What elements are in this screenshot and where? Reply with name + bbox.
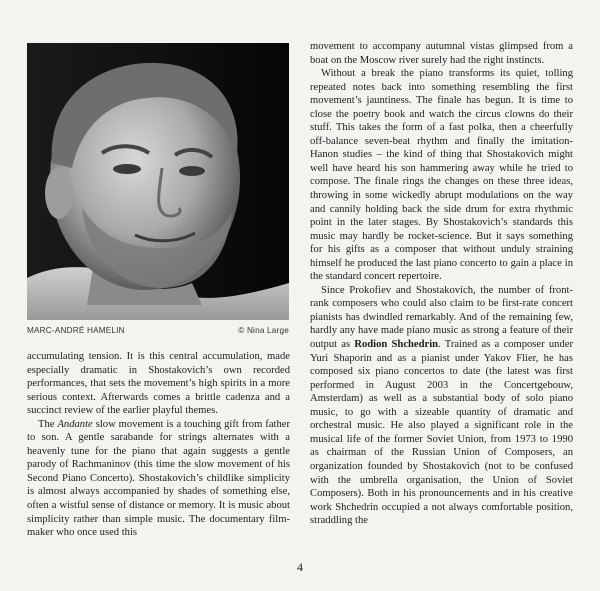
right-column — [310, 40, 573, 528]
right-paragraph-3-start: Since Prokofiev and Shostakovich, the number of front-rank composers who could also claim to be first-rate concert pianists has dwindled remarkably. And of the remaining few, hardly any have made piano music as strong a feature of their output as — [310, 284, 573, 351]
right-paragraph-1: movement to accompany autumnal vistas glimpsed from a boat on the Moscow river surely had the right instincts. — [310, 41, 573, 66]
left-paragraph-2 — [27, 418, 290, 540]
left-column — [27, 350, 290, 540]
left-paragraph-1: accumulating tension. It is this central accumulation, made especially dramatic in Shostakovich’s own recorded performances, that sets the movement’s high spirits in a more serious context. Afterwards comes a brittle cadenza and a succinct review of the earlier playful themes. — [27, 351, 290, 417]
caption-credit: © Nina Large — [238, 326, 289, 335]
andante-italic: Andante — [57, 418, 93, 430]
right-paragraph-3-rest: . Trained as a composer under Yuri Shaporin and as a pianist under Yakov Flier, he has composed six piano concertos to date (the latest was first performed in August 2003 in the Concertgebouw, Amsterdam) as well as a substantial body of solo piano music, to go with a sizeable quantity of dramatic and orchestral music. He also played a significant role in the musical life of the former Soviet Union, from 1973 to 1990 as chairman of the Russian Union of Composers, an organization founded by Shostakovich (not to be confused with the umbrella organisation, the Union of Soviet Composers). Both in his pronouncements and in his creative work Shchedrin occupied a not always comfortable position, straddling the — [310, 339, 573, 527]
right-paragraph-2: Without a break the piano transforms its quiet, tolling repeated notes back into something resembling the first movement’s jauntiness. The finale has begun. It is time to close the poetry book and watch the circus clowns do their stuff. This takes the form of a fast polka, then a cheerfully off-balance seven-beat rhythm and finally the imitation-Hanon studies – the kind of thing that Shostakovich might well have heard his son hammering away while he tried to compose. The finale rings the changes on these three ideas, throwing in some wickedly abrupt modulations on the way and cannily holding back the side drum for extra rhythmic point in the later stages. By Shostakovich’s standards this music may hardly be rocket-science. But it says something for his gifts as a composer that without unduly straining himself he produced the last piano concerto to gain a place in the standard concert repertoire. — [310, 68, 573, 283]
caption-name: MARC-ANDRÉ HAMELIN — [27, 326, 125, 335]
portrait-photo — [27, 43, 289, 320]
left-paragraph-2-start: The — [38, 418, 58, 430]
photo-caption — [27, 324, 289, 338]
composer-name-bold: Rodion Shchedrin — [354, 339, 439, 351]
right-paragraph-3 — [310, 284, 573, 528]
left-paragraph-2-rest: slow movement is a touching gift from father to son. A gentle sarabande for strings alternates with a heavenly tune for the piano that again suggests a gentle parody of Rachmaninov (this time the slow movement of his Second Piano Concerto). Shostakovich’s childlike simplicity is almost always accompanied by shades of something else, often a wistful sense of distance or memory. It is music about simplicity rather than simple music. The documentary film-maker who once used this — [27, 418, 290, 539]
page-number: 4 — [297, 560, 303, 574]
